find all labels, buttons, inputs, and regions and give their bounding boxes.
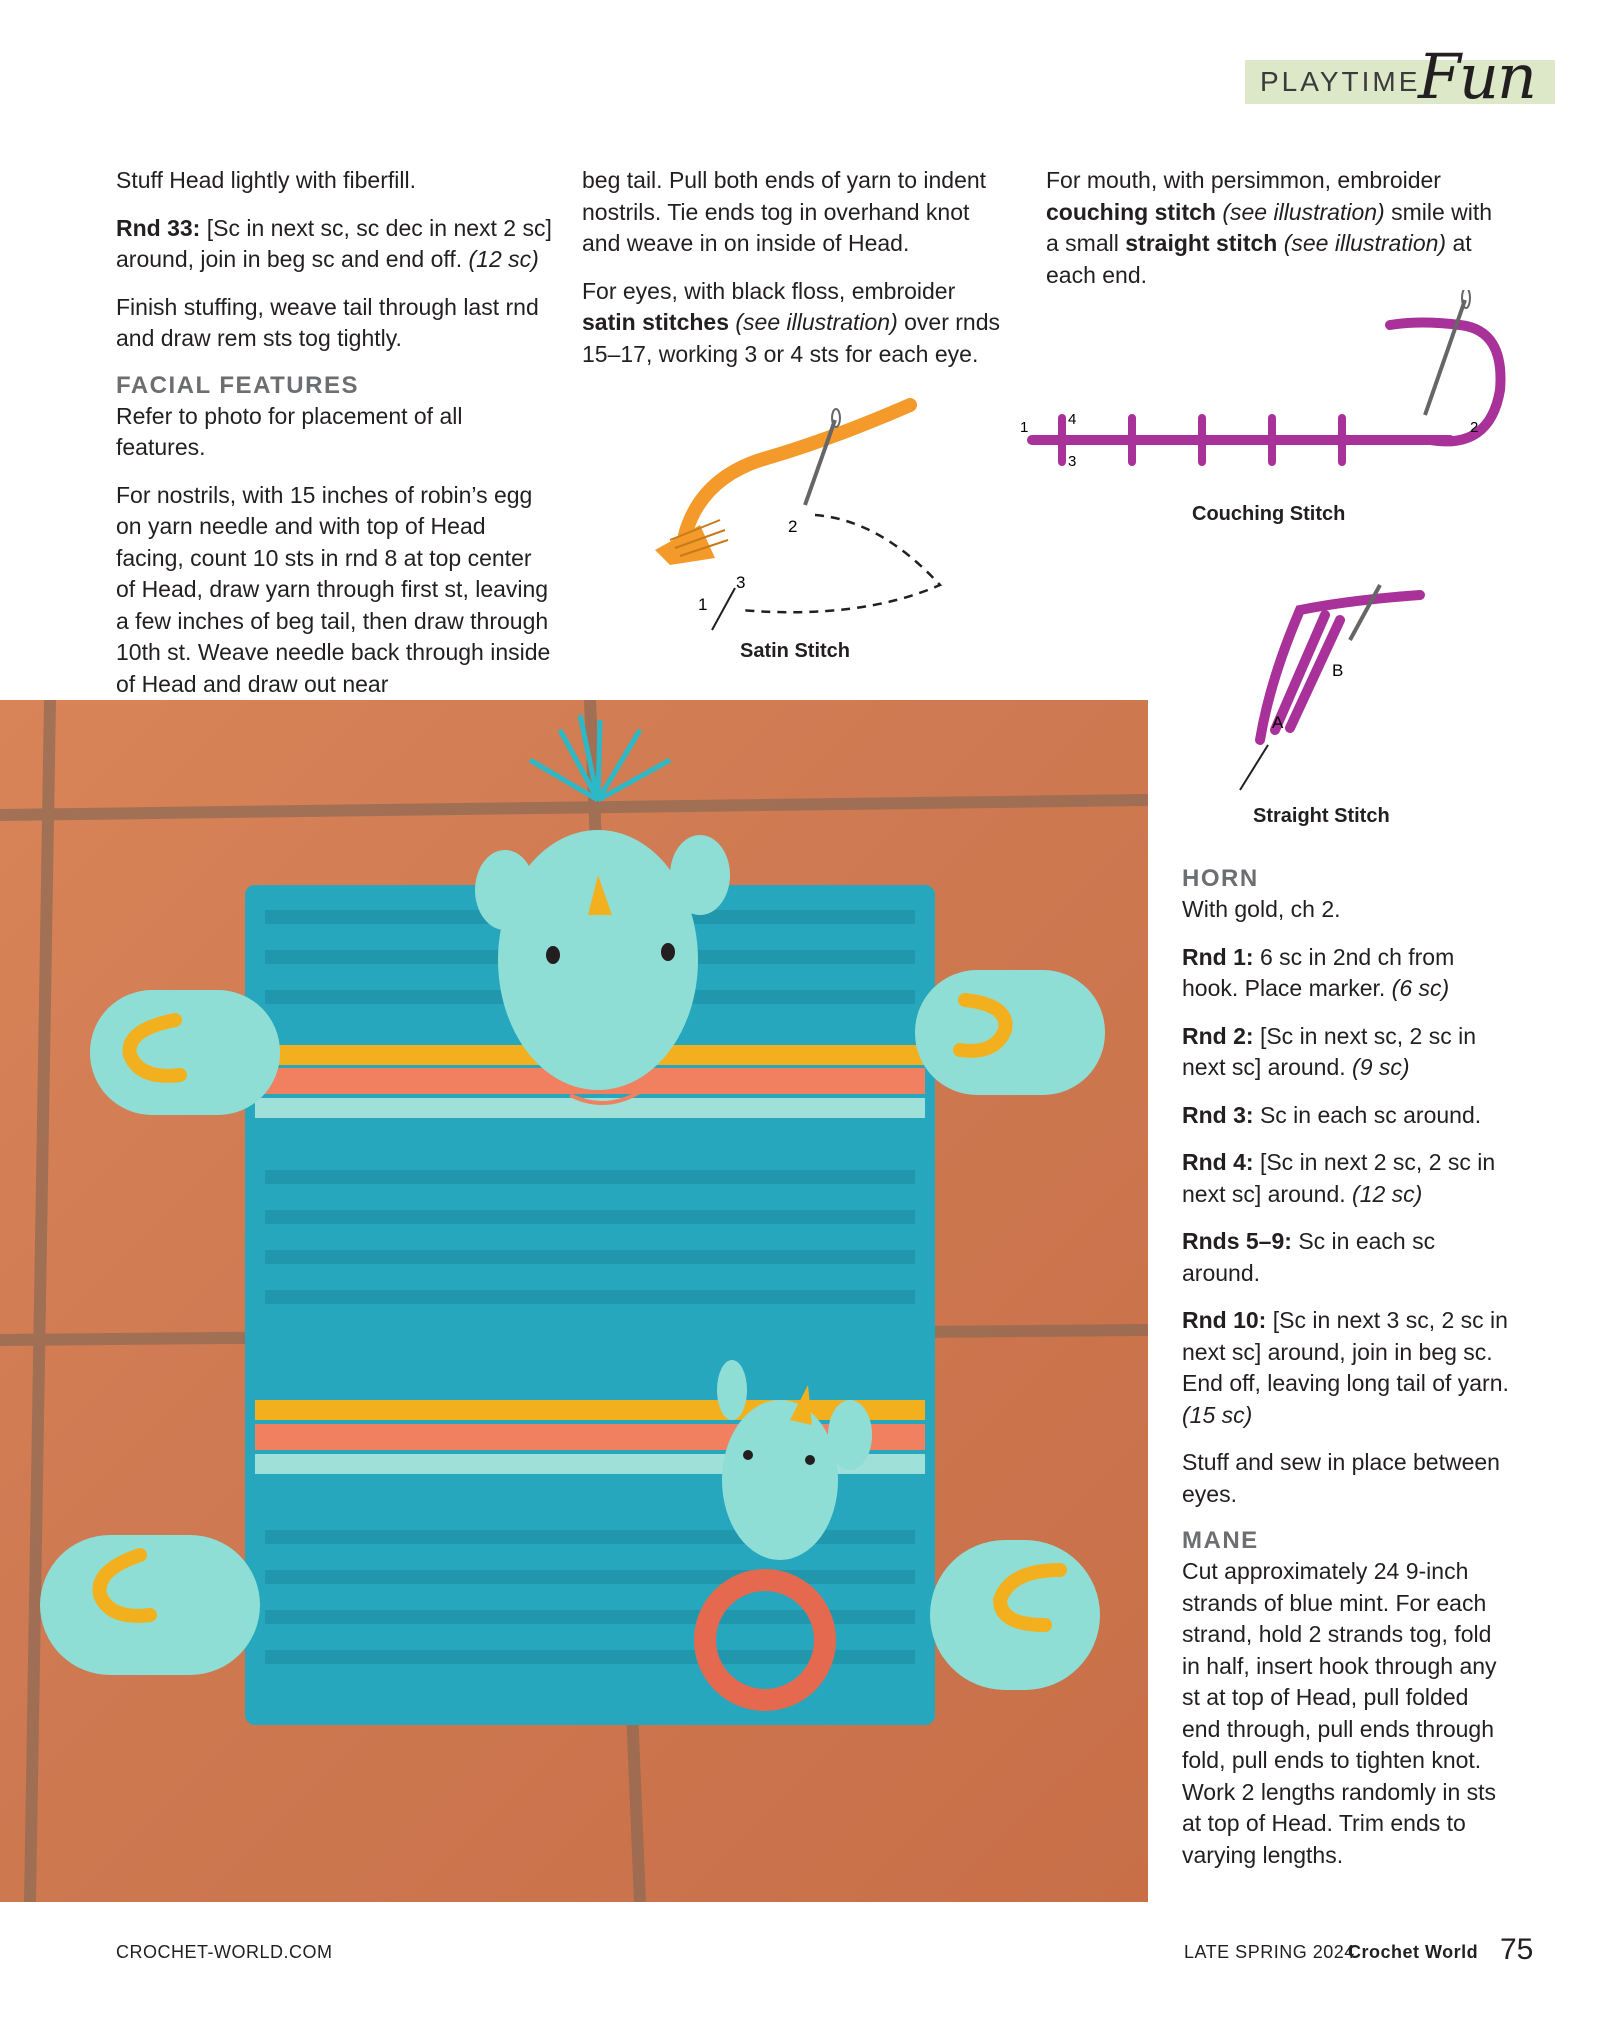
satin-stitch-caption: Satin Stitch	[740, 640, 851, 662]
straight-letter-b: B	[1332, 661, 1344, 680]
paragraph: beg tail. Pull both ends of yarn to indent nostrils. Tie ends tog in overhand knot and weave in on inside of Head.	[582, 167, 987, 256]
paragraph-rnds-5-9: Rnds 5–9: Sc in each sc around.	[1182, 1228, 1436, 1286]
paragraph-mane: Cut approximately 24 9-inch strands of blue mint. For each strand, hold 2 strands tog, fold in half, insert hook through any st at top of Head, pull folded end through, pull ends through fold, pull ends to tighten knot. Work 2 lengths randomly in sts at top of Head. Trim ends to varying lengths.	[1182, 1558, 1497, 1868]
product-photo	[0, 700, 1148, 1902]
column-3	[1046, 165, 1506, 307]
couching-num-3: 3	[1068, 453, 1077, 470]
paragraph-rnd-4: Rnd 4: [Sc in next 2 sc, 2 sc in next sc] around. (12 sc)	[1182, 1149, 1496, 1207]
satin-num-3: 3	[736, 573, 746, 592]
straight-stitch-illustration	[1230, 580, 1450, 810]
paragraph-rnd-33: Rnd 33: [Sc in next sc, sc dec in next 2 sc] around, join in beg sc and end off. (12 sc)	[116, 214, 552, 272]
section-script-label: Fun	[1418, 40, 1535, 113]
couching-num-4: 4	[1068, 411, 1077, 428]
paragraph: Stuff and sew in place between eyes.	[1182, 1449, 1500, 1507]
footer-magazine: Crochet World	[1348, 1942, 1479, 1962]
paragraph-eyes: For eyes, with black floss, embroider satin stitches (see illustration) over rnds 15–17, working 3 or 4 sts for each eye.	[582, 277, 1000, 367]
section-label: PLAYTIME	[1260, 66, 1421, 97]
couching-num-1: 1	[1020, 419, 1029, 436]
paragraph-mouth: For mouth, with persimmon, embroider couching stitch (see illustration) smile with a small straight stitch (see illustration) at each end.	[1046, 167, 1493, 288]
satin-num-2: 2	[788, 517, 798, 536]
straight-letter-a: A	[1272, 713, 1284, 732]
round-label: Rnd 33:	[116, 214, 201, 241]
horn-heading: HORN	[1182, 865, 1259, 892]
unicorn-lovey-image	[0, 700, 1148, 1902]
paragraph-rnd-10: Rnd 10: [Sc in next 3 sc, 2 sc in next sc] around, join in beg sc. End off, leaving long tail of yarn. (15 sc)	[1182, 1307, 1509, 1428]
paragraph: With gold, ch 2.	[1182, 896, 1341, 922]
footer-website: CROCHET-WORLD.COM	[116, 1942, 333, 1962]
paragraph-rnd-1: Rnd 1: 6 sc in 2nd ch from hook. Place marker. (6 sc)	[1182, 943, 1455, 1001]
facial-features-heading: FACIAL FEATURES	[116, 371, 359, 399]
column-2	[582, 165, 1012, 386]
column-4	[1182, 858, 1512, 1887]
straight-stitch-caption: Straight Stitch	[1253, 805, 1390, 827]
paragraph: Refer to photo for placement of all features.	[116, 402, 463, 460]
page-number: 75	[1500, 1933, 1534, 1966]
paragraph-rnd-3: Rnd 3: Sc in each sc around.	[1182, 1101, 1482, 1128]
footer-issue: LATE SPRING 2024	[1184, 1942, 1355, 1962]
couching-num-2: 2	[1470, 419, 1479, 436]
paragraph: Stuff Head lightly with fiberfill.	[116, 167, 416, 193]
mane-heading: MANE	[1182, 1527, 1259, 1554]
couching-stitch-illustration	[1020, 290, 1520, 510]
column-1	[116, 165, 556, 716]
couching-stitch-caption: Couching Stitch	[1192, 503, 1346, 525]
paragraph-rnd-2: Rnd 2: [Sc in next sc, 2 sc in next sc] around. (9 sc)	[1182, 1022, 1476, 1080]
paragraph: Finish stuffing, weave tail through last rnd and draw rem sts tog tightly.	[116, 293, 539, 351]
satin-num-1: 1	[698, 595, 708, 614]
satin-stitch-illustration	[640, 390, 970, 640]
paragraph-nostrils: For nostrils, with 15 inches of robin’s egg on yarn needle and with top of Head facing, count 10 sts in rnd 8 at top center of Head, draw yarn through first st, leaving a few inches of beg tail, then draw through 10th st. Weave needle back through inside of Head and draw out near	[116, 481, 551, 697]
